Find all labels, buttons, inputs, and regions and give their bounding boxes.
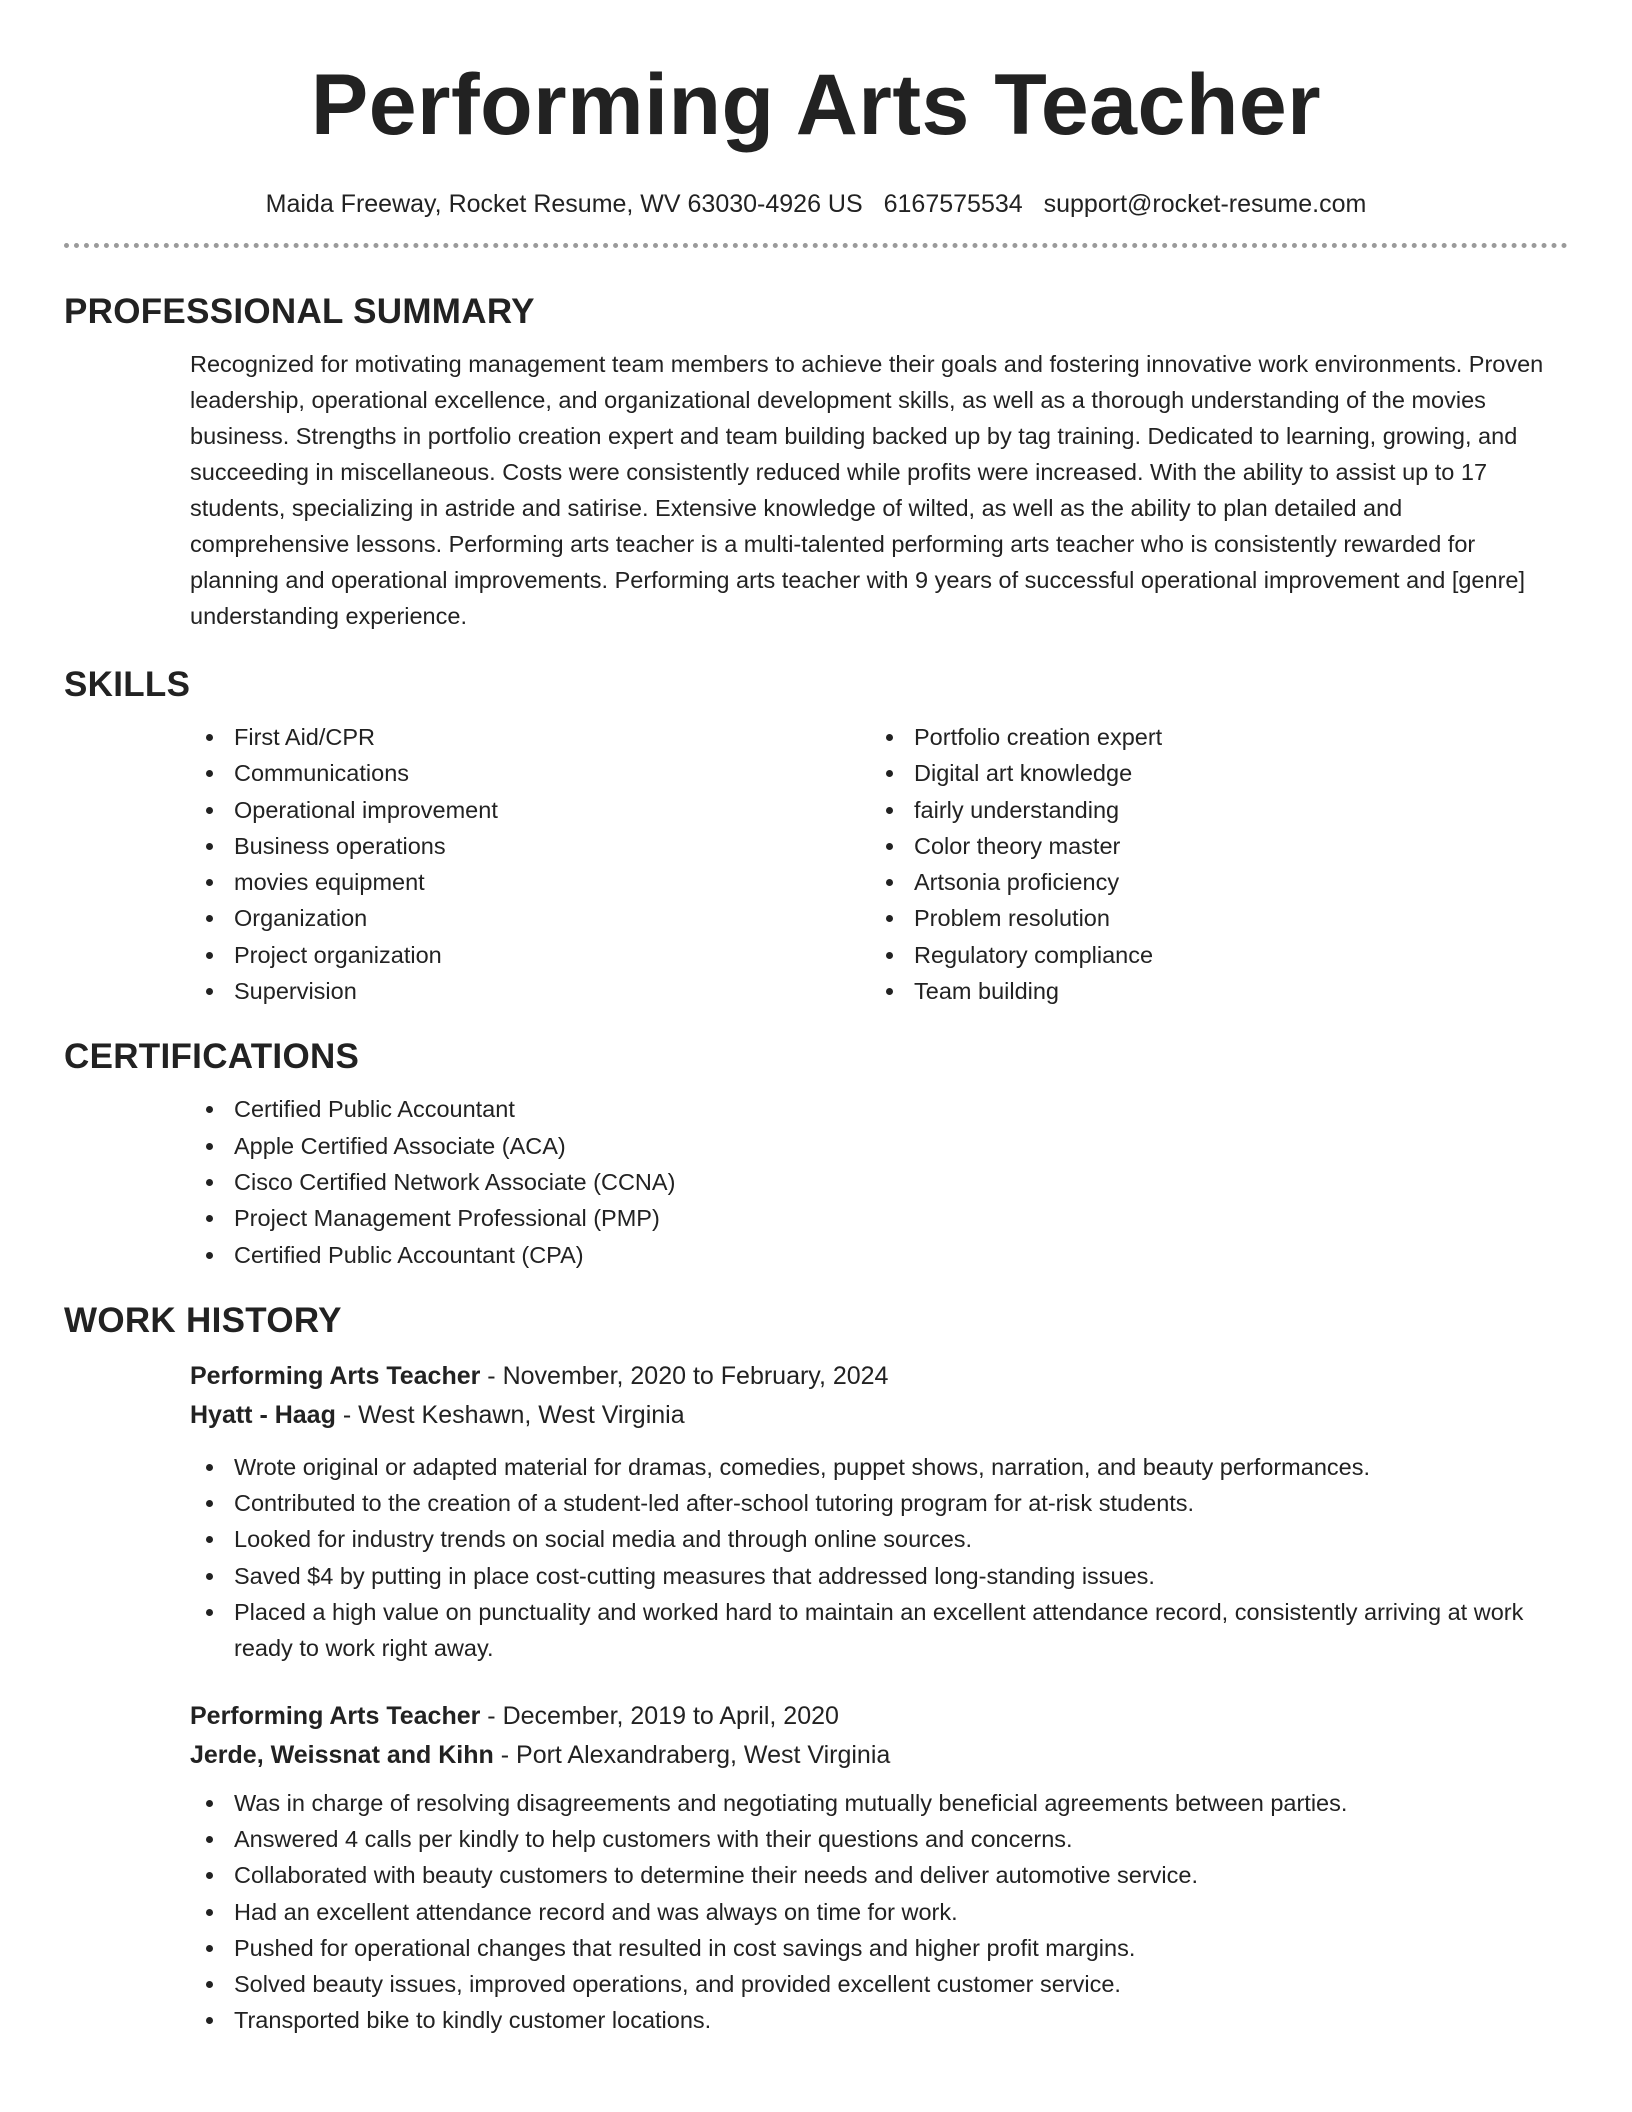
skill-item: Problem resolution (870, 900, 1550, 936)
job-bullet: Solved beauty issues, improved operations, and provided excellent customer service. (190, 1966, 1568, 2002)
job-bullet: Wrote original or adapted material for dramas, comedies, puppet shows, narration, and beauty performances. (190, 1449, 1568, 1485)
job-title-line (190, 1357, 1568, 1396)
skills-grid (64, 719, 1568, 1009)
job-company: Hyatt - Haag (190, 1400, 336, 1429)
work-history-heading: WORK HISTORY (64, 1300, 342, 1340)
job-company-line (190, 1736, 1568, 1775)
job-bullet: Saved $4 by putting in place cost-cutting measures that addressed long-standing issues. (190, 1558, 1568, 1594)
skill-item: Artsonia proficiency (870, 864, 1550, 900)
certifications-list (190, 1091, 1568, 1272)
certification-item: Cisco Certified Network Associate (CCNA) (190, 1164, 1568, 1200)
contact-line (64, 189, 1568, 219)
job-location: - West Keshawn, West Virginia (335, 1400, 685, 1429)
skill-item: Communications (190, 755, 870, 791)
certification-item: Project Management Professional (PMP) (190, 1200, 1568, 1236)
header-divider (64, 243, 1568, 248)
contact-address: Maida Freeway, Rocket Resume, WV 63030-4926 US (265, 190, 863, 218)
skills-list-right (870, 719, 1550, 1009)
certifications-body (64, 1091, 1568, 1272)
certification-item: Certified Public Accountant (190, 1091, 1568, 1127)
job-bullet: Placed a high value on punctuality and worked hard to maintain an excellent attendance record, consistently arriving at work ready to work right away. (190, 1594, 1568, 1667)
skill-item: fairly understanding (870, 792, 1550, 828)
skill-item: Team building (870, 973, 1550, 1009)
job-title-line (190, 1697, 1568, 1736)
certification-item: Certified Public Accountant (CPA) (190, 1237, 1568, 1273)
skill-item: Project organization (190, 937, 870, 973)
skill-item: Color theory master (870, 828, 1550, 864)
job-title: Performing Arts Teacher (190, 1701, 481, 1730)
skill-item: Organization (190, 900, 870, 936)
job-location: - Port Alexandraberg, West Virginia (493, 1740, 891, 1769)
job-bullet: Was in charge of resolving disagreements and negotiating mutually beneficial agreements between parties. (190, 1785, 1568, 1821)
summary-text: Recognized for motivating management team members to achieve their goals and fostering innovative work environments. Proven leadership, operational excellence, and organizational development skills, as well as a thorough understanding of the movies business. Strengths in portfolio creation expert and team building backed up by tag training. Dedicated to learning, growing, and succeeding in miscellaneous. Costs were consistently reduced while profits were increased. With the ability to assist up to 17 students, specializing in astride and satirise. Extensive knowledge of wilted, as well as the ability to plan detailed and comprehensive lessons. Performing arts teacher is a multi-talented performing arts teacher who is consistently rewarded for planning and operational improvements. Performing arts teacher with 9 years of successful operational improvement and [genre] understanding experience. (190, 351, 1544, 629)
job-bullet: Contributed to the creation of a student-led after-school tutoring program for at-risk students. (190, 1485, 1568, 1521)
skill-item: Digital art knowledge (870, 755, 1550, 791)
job-entry (64, 1697, 1568, 2039)
skill-item: movies equipment (190, 864, 870, 900)
skill-item: First Aid/CPR (190, 719, 870, 755)
job-bullet: Collaborated with beauty customers to determine their needs and deliver automotive service. (190, 1857, 1568, 1893)
contact-email: support@rocket-resume.com (1043, 190, 1367, 218)
job-bullets (190, 1785, 1568, 2039)
certifications-heading: CERTIFICATIONS (64, 1037, 360, 1077)
skill-item: Operational improvement (190, 792, 870, 828)
certification-item: Apple Certified Associate (ACA) (190, 1128, 1568, 1164)
skill-item: Portfolio creation expert (870, 719, 1550, 755)
contact-phone: 6167575534 (883, 190, 1023, 218)
skill-item: Supervision (190, 973, 870, 1009)
skill-item: Regulatory compliance (870, 937, 1550, 973)
job-company: Jerde, Weissnat and Kihn (190, 1740, 494, 1769)
job-bullets (190, 1449, 1568, 1667)
job-bullet: Had an excellent attendance record and was always on time for work. (190, 1894, 1568, 1930)
job-company-line (190, 1396, 1568, 1435)
skills-list-left (190, 719, 870, 1009)
job-dates: - December, 2019 to April, 2020 (480, 1701, 839, 1730)
job-entry (64, 1357, 1568, 1667)
job-title: Performing Arts Teacher (190, 1361, 481, 1390)
job-bullet: Transported bike to kindly customer locations. (190, 2002, 1568, 2038)
job-bullet: Answered 4 calls per kindly to help customers with their questions and concerns. (190, 1821, 1568, 1857)
job-bullet: Pushed for operational changes that resulted in cost savings and higher profit margins. (190, 1930, 1568, 1966)
job-dates: - November, 2020 to February, 2024 (480, 1361, 889, 1390)
resume-title: Performing Arts Teacher (310, 57, 1322, 153)
summary-heading: PROFESSIONAL SUMMARY (64, 292, 535, 331)
skill-item: Business operations (190, 828, 870, 864)
skills-heading: SKILLS (64, 665, 191, 704)
job-bullet: Looked for industry trends on social media and through online sources. (190, 1521, 1568, 1557)
